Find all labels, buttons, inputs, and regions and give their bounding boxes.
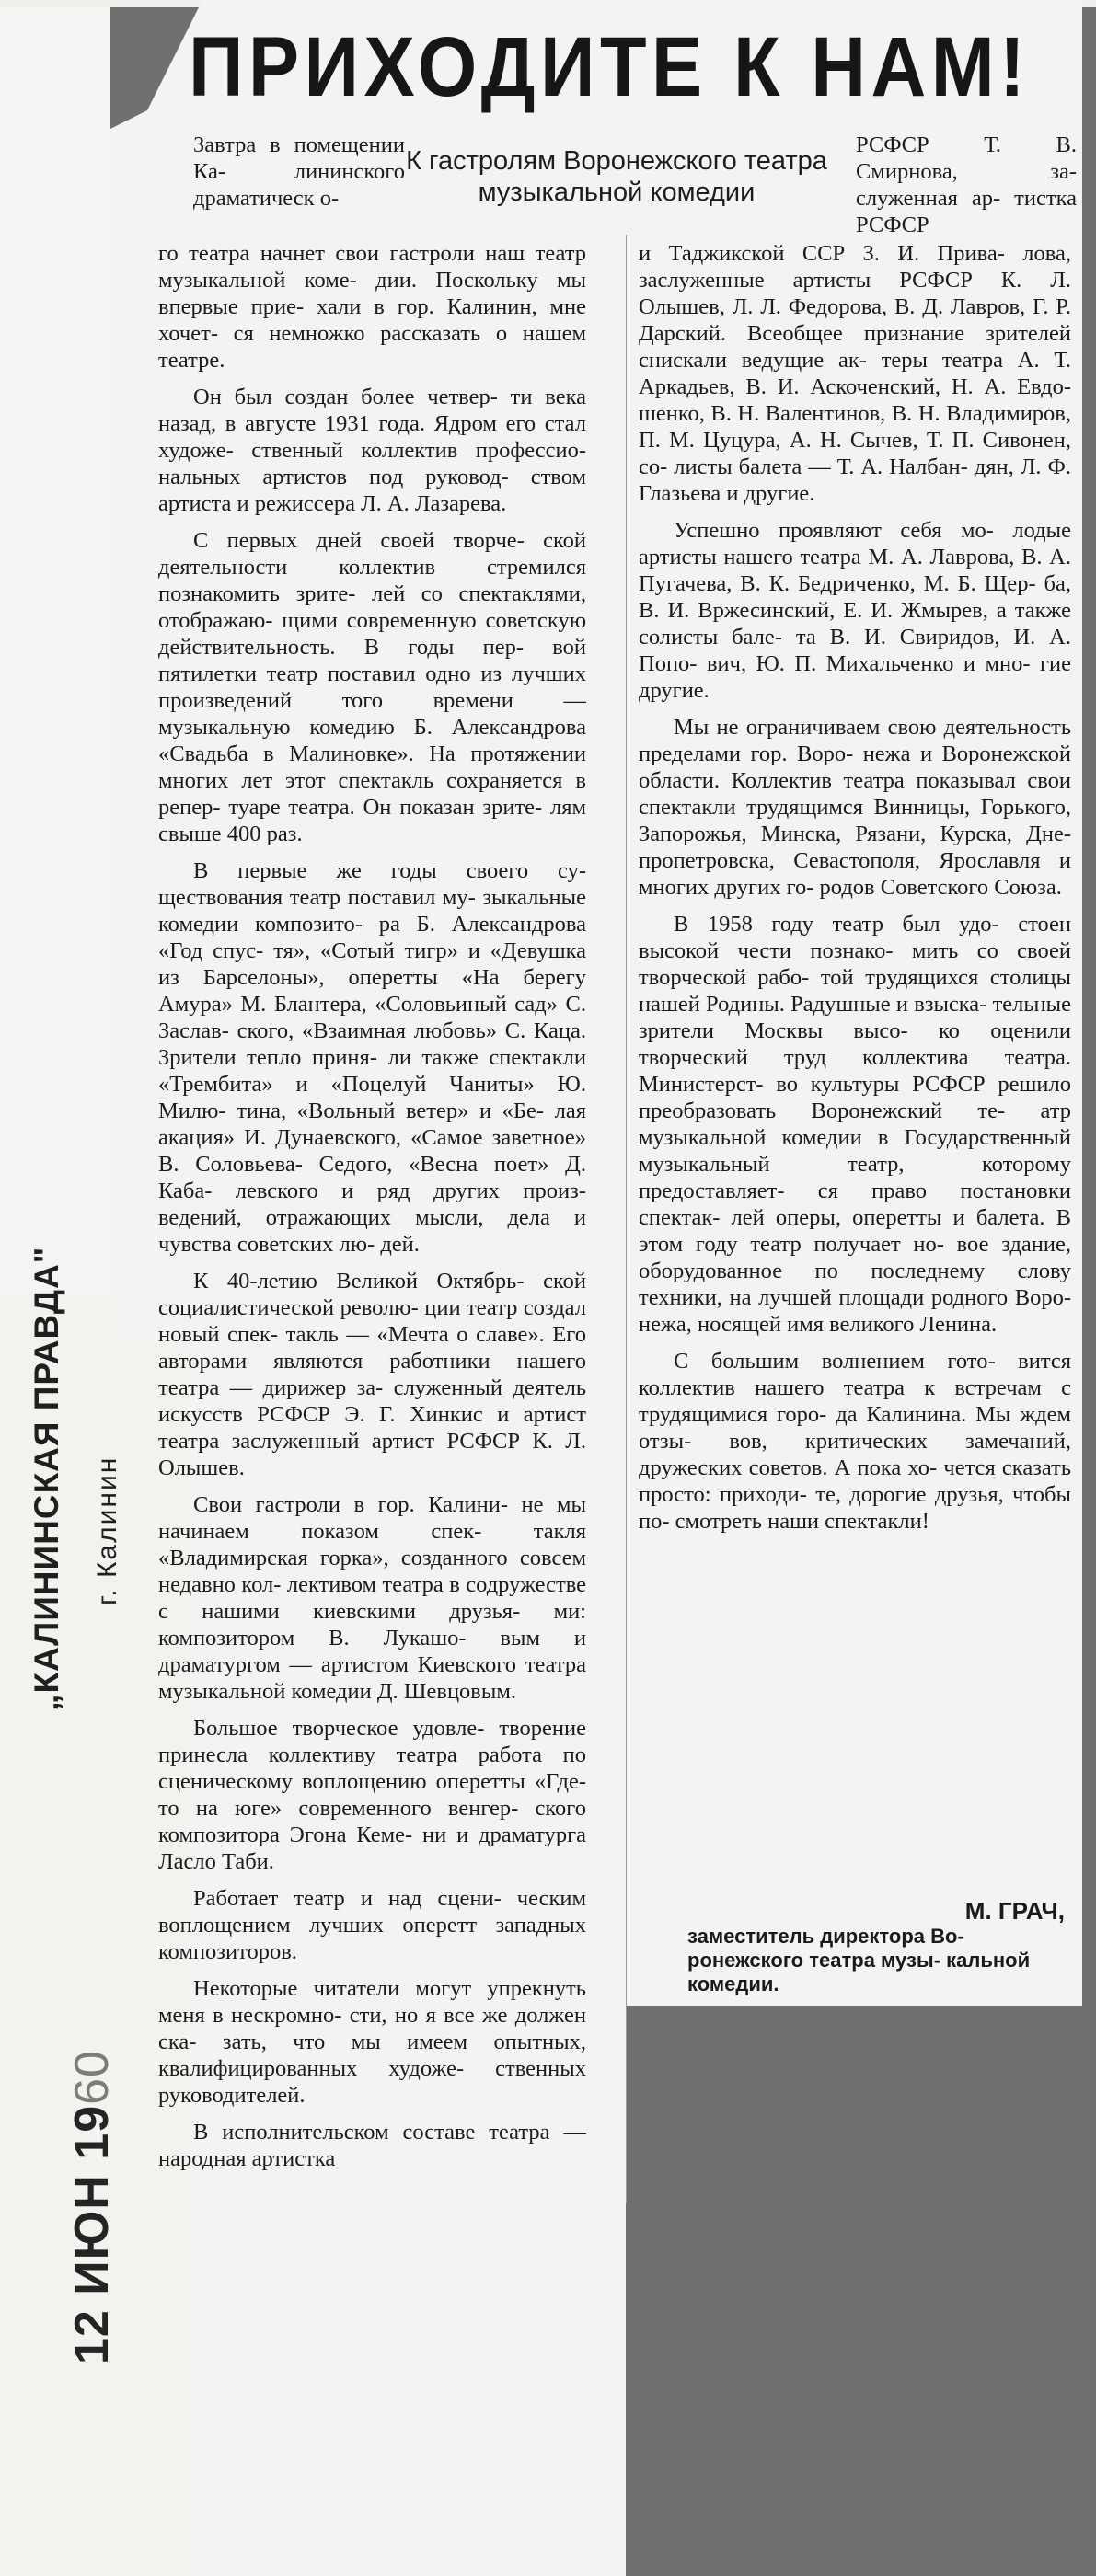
column-a-intro [193, 132, 405, 212]
paragraph: го театра начнет свои гастроли наш театр музыкальной коме- дии. Поскольку мы впервые прие- хали в гор. Калинин, мне хочет- ся немножко рассказать о нашем театре. [158, 241, 586, 373]
paragraph: В 1958 году театр был удо- стоен высокой чести познако- мить со своей творческой рабо- той трудящихся столицы нашей Родины. Радушные и взыска- тельные зрители Москвы высо- ко оценили творческий труд коллектива театра. Министерст- во культуры РСФСР решило преобразовать Воронежский те- атр музыкальной комедии в Государственный музыкальный театр, которому предоставляет- ся право постановки спектак- лей оперы, оперетты и балета. В этом году театр получает но- вое здание, оборудованное по последнему слову техники, на лучшей площади родного Воро- нежа, носящей имя великого Ленина. [639, 912, 1071, 1337]
column-b [639, 240, 1071, 1545]
date-stamp-year-faint: 60 [65, 2050, 119, 2105]
author-signature [686, 1897, 1072, 1996]
article-subheading: К гастролям Воронежского театра музыкальной комедии [406, 146, 827, 207]
paragraph: К 40-летию Великой Октябрь- ской социалистической револю- ции театр создал новый спек- такль — «Мечта о славе». Его авторами являются работники нашего театра — дирижер за- служенный деятель искусств РСФСР Э. Г. Хинкис и артист театра заслуженный артист РСФСР К. Л. Олышев. [158, 1269, 586, 1480]
article-headline: ПРИХОДИТЕ К НАМ! [189, 20, 1031, 114]
date-stamp [64, 2050, 120, 2364]
paragraph: Мы не ограничиваем свою деятельность пределами гор. Воро- нежа и Воронежской области. Коллектив театра показывал свои спектакли трудящимся Винницы, Горького, Запорожья, Минска, Рязани, Курска, Дне- пропетровска, Севастополя, Ярославля и многих других го- родов Советского Союза. [639, 715, 1071, 900]
paragraph: Он был создан более четвер- ти века назад, в августе 1931 года. Ядром его стал художе- ственный коллектив профессио- нальных артистов под руковод- ством артиста и режиссера Л. А. Лазарева. [158, 385, 586, 516]
date-stamp-main: 12 ИЮН 19 [65, 2104, 119, 2364]
paragraph: С большим волнением гото- вится коллектив нашего театра к встречам с трудящимися горо- да Калинина. Мы ждем отзы- вов, критических замечаний, дружеских советов. А пока хо- чется сказать просто: приходи- те, дорогие друзья, чтобы по- смотреть наши спектакли! [639, 1349, 1071, 1534]
paragraph: Завтра в помещении Ка- лининского драматическ о- [193, 132, 405, 211]
paragraph: Большое творческое удовле- творение принесла коллективу театра работа по сценическому воплощению оперетты «Где-то на юге» современного венгер- ского композитора Эгона Кеме- ни и драматурга Ласло Таби. [158, 1716, 586, 1874]
column-divider [626, 235, 627, 2203]
paragraph: Некоторые читатели могут упрекнуть меня в нескромно- сти, но я все же должен ска- зать, что мы имеем опытных, квалифицированных художе- ственных руководителей. [158, 1976, 586, 2108]
paragraph: С первых дней своей творче- ской деятельности коллектив стремился познакомить зрите- лей со спектаклями, отображаю- щими современную советскую действительность. В годы пер- вой пятилетки театр поставил одно из лучших произведений того времени — музыкальную комедию Б. Александрова «Свадьба в Малиновке». На протяжении многих лет этот спектакль сохраняется в репер- туаре театра. Он показан зрите- лям свыше 400 раз. [158, 528, 586, 846]
column-a [158, 240, 586, 2568]
paragraph: Успешно проявляют себя мо- лодые артисты нашего театра М. А. Лаврова, В. А. Пугачева, В. К. Бедриченко, М. Б. Щер- ба, В. И. Вржесинский, Е. И. Жмырев, а также солисты бале- та В. И. Свиридов, И. А. Попо- вич, Ю. П. Михальченко и мно- гие другие. [639, 518, 1071, 703]
paragraph: Свои гастроли в гор. Калини- не мы начинаем показом спек- такля «Владимирская горка», созданного совсем недавно кол- лективом театра в содружестве с нашими киевскими друзья- ми: композитором В. Лукашо- вым и драматургом — артистом Киевского театра музыкальной комедии Д. Шевцовым. [158, 1492, 586, 1704]
paragraph: РСФСР Т. В. Смирнова, за- служенная ар- тистка РСФСР [856, 132, 1077, 237]
newspaper-city: г. Калинин [92, 1455, 122, 1605]
paragraph: Работает театр и над сцени- ческим воплощением лучших оперетт западных композиторов. [158, 1886, 586, 1964]
paragraph: В первые же годы своего су- ществования театр поставил му- зыкальные комедии композито- ра Б. Александрова «Год спус- тя», «Сотый тигр» и «Девушка из Барселоны», оперетты «На берегу Амура» М. Блантера, «Соловьиный сад» С. Заслав- ского, «Взаимная любовь» С. Каца. Зрители тепло приня- ли также спектакли «Трембита» и «Поцелуй Чаниты» Ю. Милю- тина, «Вольный ветер» и «Бе- лая акация» И. Дунаевского, «Самое заветное» В. Соловьева- Седого, «Весна поет» Д. Каба- левского и ряд других произ- ведений, отражающих мысли, дела и чувства советских лю- дей. [158, 858, 586, 1257]
paragraph: В исполнительском составе театра — народная артистка [158, 2120, 586, 2171]
paragraph: и Таджикской ССР З. И. Прива- лова, заслуженные артисты РСФСР К. Л. Олышев, Л. Л. Федорова, В. Д. Лавров, Г. Р. Дарский. Всеобщее признание зрителей снискали ведущие ак- теры театра А. Т. Аркадьев, В. И. Аскоченский, Н. А. Евдо- шенко, В. Н. Валентинов, В. Н. Владимиров, П. М. Цуцура, А. Н. Сычев, Т. П. Сивонен, со- листы балета — Т. А. Налбан- дян, Л. Ф. Глазьева и другие. [639, 241, 1071, 506]
author-name: М. ГРАЧ, [964, 1897, 1065, 1925]
author-title: заместитель директора Во- ронежского театра музы- кальной комедии. [687, 1925, 1031, 1995]
column-b-intro [856, 132, 1077, 238]
newspaper-name: „КАЛИНИНСКАЯ ПРАВДА" [28, 1246, 65, 1711]
